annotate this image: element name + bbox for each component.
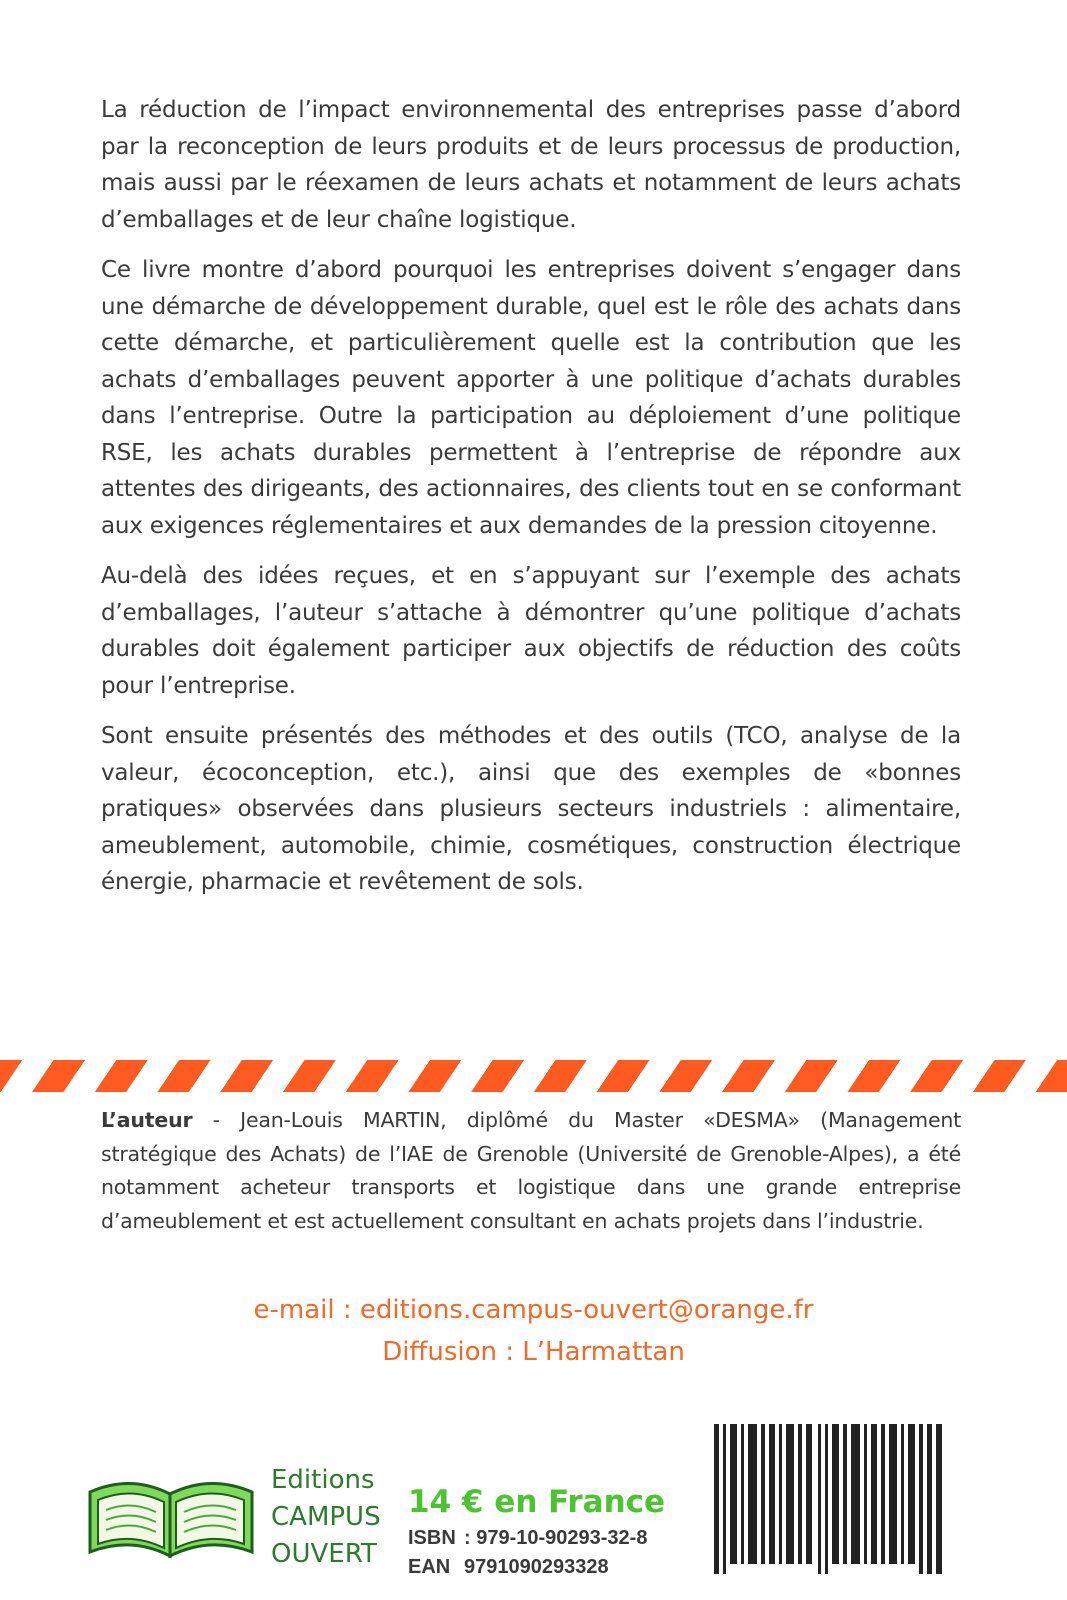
- author-bio: [101, 1104, 961, 1238]
- book-codes: [408, 1524, 647, 1582]
- author-label: L’auteur: [101, 1108, 193, 1132]
- publisher-line-2: CAMPUS: [271, 1502, 381, 1532]
- publisher-line-1: Editions: [271, 1465, 375, 1495]
- summary-paragraph-4: Sont ensuite présentés des méthodes et des outils (TCO, analyse de la valeur, écoconception, etc.), ainsi que des exemples de «bonnes pratiques» observées dans plusieurs secteurs industriels : alimentaire, ameublement, automobile, chimie, cosmétiques, construction électrique énergie, pharmacie et revêtement de sols.: [101, 723, 961, 895]
- author-text: - Jean-Louis MARTIN, diplômé du Master «DESMA» (Management stratégique des Achats) de l’IAE de Grenoble (Université de Grenoble-Alpes), a été notamment acheteur transports et logistique dans une grande entreprise d’ameublement et est actuellement consultant en achats projets dans l’industrie.: [101, 1108, 961, 1233]
- barcode-icon: [714, 1424, 944, 1584]
- price: 14 € en France: [408, 1484, 666, 1520]
- publisher-name: [271, 1462, 381, 1573]
- ean-line: [408, 1553, 647, 1582]
- summary-paragraph-3: Au-delà des idées reçues, et en s’appuyant sur l’exemple des achats d’emballages, l’auteur s’attache à démontrer qu’une politique d’achats durables doit également participer aux objectifs de réduction des coûts pour l’entreprise.: [101, 563, 961, 699]
- ean-value: 9791090293328: [464, 1556, 609, 1578]
- back-cover-summary: [101, 92, 961, 915]
- isbn-line: [408, 1524, 647, 1553]
- isbn-value: : 979-10-90293-32-8: [464, 1527, 648, 1549]
- contact-diffusion: Diffusion : L’Harmattan: [382, 1337, 685, 1367]
- open-book-logo-icon: [86, 1470, 256, 1560]
- isbn-label: ISBN: [408, 1527, 456, 1549]
- orange-striped-divider: [0, 1060, 1067, 1092]
- publisher-line-3: OUVERT: [271, 1539, 377, 1569]
- summary-paragraph-1: La réduction de l’impact environnemental des entreprises passe d’abord par la reconception de leurs produits et de leurs processus de production, mais aussi par le réexamen de leurs achats et notamment de leurs achats d’emballages et de leur chaîne logistique.: [101, 97, 961, 233]
- contact-email: e-mail : editions.campus-ouvert@orange.fr: [253, 1295, 814, 1325]
- summary-paragraph-2: Ce livre montre d’abord pourquoi les entreprises doivent s’engager dans une démarche de développement durable, quel est le rôle des achats dans cette démarche, et particulièrement quelle est la contribution que les achats d’emballages peuvent apporter à une politique d’achats durables dans l’entreprise. Outre la participation au déploiement d’une politique RSE, les achats durables permettent à l’entreprise de répondre aux attentes des dirigeants, des actionnaires, des clients tout en se conformant aux exigences réglementaires et aux demandes de la pression citoyenne.: [101, 257, 961, 539]
- ean-label: EAN: [408, 1556, 451, 1578]
